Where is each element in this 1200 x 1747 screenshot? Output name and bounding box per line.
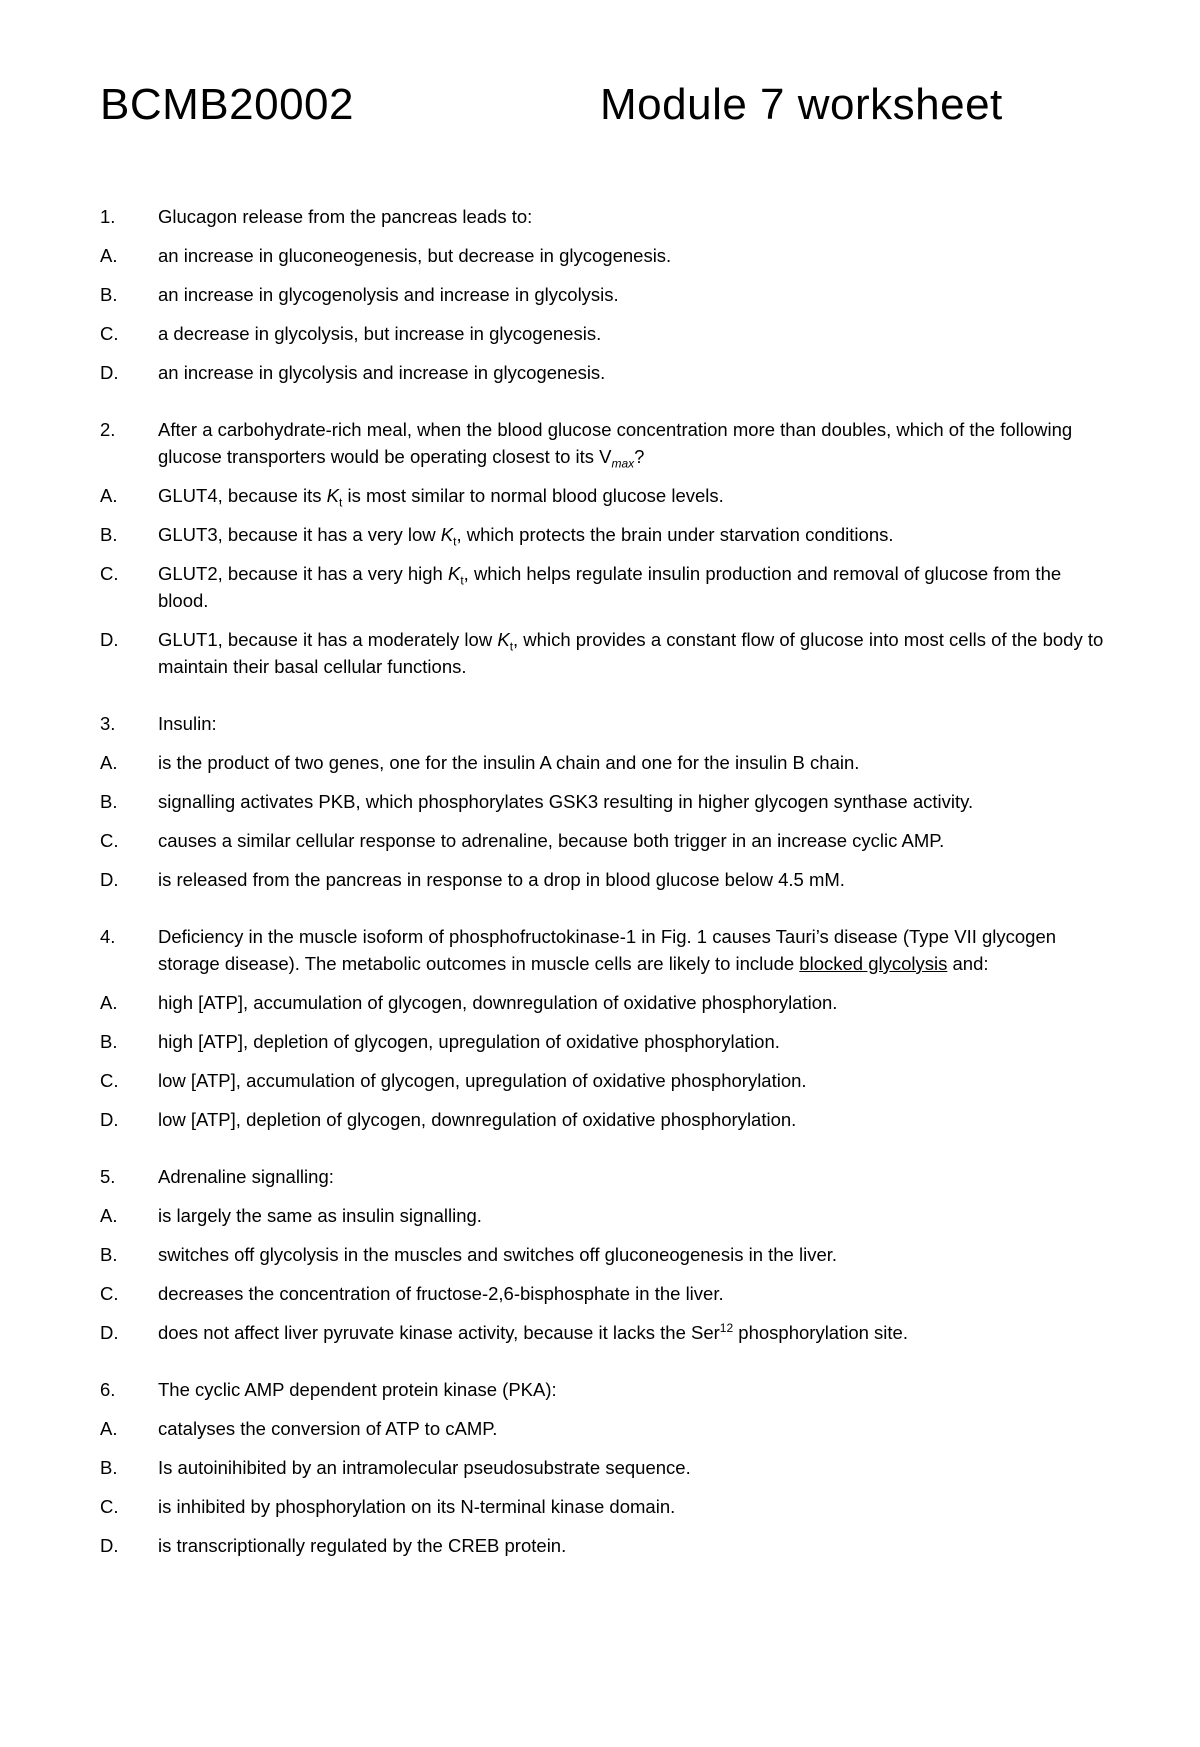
question-number: 6. (100, 1379, 116, 1400)
option-text: catalyses the conversion of ATP to cAMP. (158, 1418, 498, 1439)
underlined-term: blocked glycolysis (799, 953, 948, 974)
kt-symbol: K (326, 485, 339, 506)
option-letter: B. (100, 1031, 118, 1052)
question-stem: Adrenaline signalling: (158, 1166, 334, 1187)
option-c (100, 1493, 1110, 1520)
question-5 (100, 1163, 1110, 1346)
option-b (100, 281, 1110, 308)
option-b (100, 1454, 1110, 1481)
option-letter: B. (100, 1244, 118, 1265)
question-stem: Insulin: (158, 713, 217, 734)
option-text: is released from the pancreas in response to a drop in blood glucose below 4.5 mM. (158, 869, 845, 890)
question-1 (100, 203, 1110, 386)
option-letter: D. (100, 1535, 119, 1556)
option-letter: B. (100, 524, 118, 545)
option-text: an increase in glycogenolysis and increase in glycolysis. (158, 284, 619, 305)
option-text: an increase in gluconeogenesis, but decrease in glycogenesis. (158, 245, 672, 266)
option-a (100, 242, 1110, 269)
stem-end: and: (947, 953, 989, 974)
option-letter: D. (100, 629, 119, 650)
option-c (100, 827, 1110, 854)
option-b (100, 1028, 1110, 1055)
question-number: 4. (100, 926, 116, 947)
question-number: 1. (100, 206, 116, 227)
option-d (100, 359, 1110, 386)
option-text: signalling activates PKB, which phosphorylates GSK3 resulting in higher glycogen synthase activity. (158, 791, 974, 812)
option-b (100, 1241, 1110, 1268)
option-text: causes a similar cellular response to adrenaline, because both trigger in an increase cyclic AMP. (158, 830, 945, 851)
option-a (100, 989, 1110, 1016)
option-d (100, 1319, 1110, 1346)
option-c (100, 320, 1110, 347)
option-letter: D. (100, 1322, 119, 1343)
question-4 (100, 923, 1110, 1133)
option-letter: A. (100, 1205, 118, 1226)
option-b (100, 521, 1110, 548)
option-letter: D. (100, 1109, 119, 1130)
option-letter: D. (100, 869, 119, 890)
option-letter: D. (100, 362, 119, 383)
option-text: is the product of two genes, one for the insulin A chain and one for the insulin B chain. (158, 752, 860, 773)
option-text: Is autoinihibited by an intramolecular pseudosubstrate sequence. (158, 1457, 691, 1478)
option-a (100, 1415, 1110, 1442)
question-number: 5. (100, 1166, 116, 1187)
option-letter: A. (100, 245, 118, 266)
option-text: is transcriptionally regulated by the CREB protein. (158, 1535, 567, 1556)
page-header (100, 80, 1100, 140)
option-c (100, 560, 1110, 614)
kt-symbol: K (497, 629, 510, 650)
option-text: GLUT3, because it has a very low $K_t$, which protects the brain under starvation conditions. (158, 524, 894, 549)
vmax-subscript: max (611, 456, 635, 471)
question-stem (158, 416, 1110, 470)
option-text: an increase in glycolysis and increase in glycogenesis. (158, 362, 606, 383)
option-letter: A. (100, 485, 118, 506)
option-d (100, 866, 1110, 893)
question-6 (100, 1376, 1110, 1559)
course-code: BCMB20002 (100, 80, 354, 129)
option-text: GLUT1, because it has a moderately low $K_t$, which provides a constant flow of glucose into most cells of the body to maintain their basal cellular functions. (158, 629, 1104, 677)
question-stem: Glucagon release from the pancreas leads to: (158, 206, 533, 227)
option-letter: B. (100, 1457, 118, 1478)
ser-superscript: 12 (719, 1320, 734, 1335)
option-d (100, 1106, 1110, 1133)
option-a (100, 749, 1110, 776)
option-letter: A. (100, 992, 118, 1013)
question-stem: The cyclic AMP dependent protein kinase (PKA): (158, 1379, 557, 1400)
option-text: GLUT2, because it has a very high $K_t$, which helps regulate insulin production and removal of glucose from the blood. (158, 563, 1062, 611)
option-text: is largely the same as insulin signalling. (158, 1205, 482, 1226)
stem-text: After a carbohydrate-rich meal, when the blood glucose concentration more than doubles, which of the following glucose transporters would be operating closest to its V (158, 419, 1073, 467)
question-number: 3. (100, 713, 116, 734)
option-letter: A. (100, 1418, 118, 1439)
option-c (100, 1067, 1110, 1094)
option-text: is inhibited by phosphorylation on its N-terminal kinase domain. (158, 1496, 676, 1517)
stem-text: Deficiency in the muscle isoform of phosphofructokinase-1 in Fig. 1 causes Tauri’s disease (Type VII glycogen storage disease). The metabolic outcomes in muscle cells are likely to include (158, 926, 1057, 974)
option-letter: B. (100, 791, 118, 812)
option-text: GLUT4, because its $K_t$ is most similar to normal blood glucose levels. (158, 485, 724, 510)
option-text: a decrease in glycolysis, but increase in glycogenesis. (158, 323, 602, 344)
kt-symbol: K (447, 563, 461, 584)
stem-end: ? (634, 446, 645, 467)
option-text: high [ATP], depletion of glycogen, upregulation of oxidative phosphorylation. (158, 1031, 780, 1052)
option-text: switches off glycolysis in the muscles and switches off gluconeogenesis in the liver. (158, 1244, 838, 1265)
question-3 (100, 710, 1110, 893)
option-text: low [ATP], accumulation of glycogen, upregulation of oxidative phosphorylation. (158, 1070, 807, 1091)
question-stem (158, 923, 1110, 977)
option-c (100, 1280, 1110, 1307)
option-letter: C. (100, 830, 119, 851)
option-text: low [ATP], depletion of glycogen, downregulation of oxidative phosphorylation. (158, 1109, 797, 1130)
option-text: high [ATP], accumulation of glycogen, downregulation of oxidative phosphorylation. (158, 992, 838, 1013)
option-letter: C. (100, 1283, 119, 1304)
question-2 (100, 416, 1110, 680)
option-letter: C. (100, 1070, 119, 1091)
option-letter: C. (100, 1496, 119, 1517)
kt-symbol: K (440, 524, 454, 545)
question-list (100, 203, 1110, 1589)
option-a (100, 1202, 1110, 1229)
worksheet-title: Module 7 worksheet (600, 80, 1003, 129)
option-text: does not affect liver pyruvate kinase activity, because it lacks the Ser$^{12}$ phosphorylation site. (158, 1320, 908, 1343)
option-d (100, 626, 1110, 680)
option-letter: A. (100, 752, 118, 773)
option-letter: C. (100, 323, 119, 344)
option-b (100, 788, 1110, 815)
option-d (100, 1532, 1110, 1559)
option-a (100, 482, 1110, 509)
option-letter: B. (100, 284, 118, 305)
question-number: 2. (100, 419, 116, 440)
option-letter: C. (100, 563, 119, 584)
option-text: decreases the concentration of fructose-2,6-bisphosphate in the liver. (158, 1283, 724, 1304)
